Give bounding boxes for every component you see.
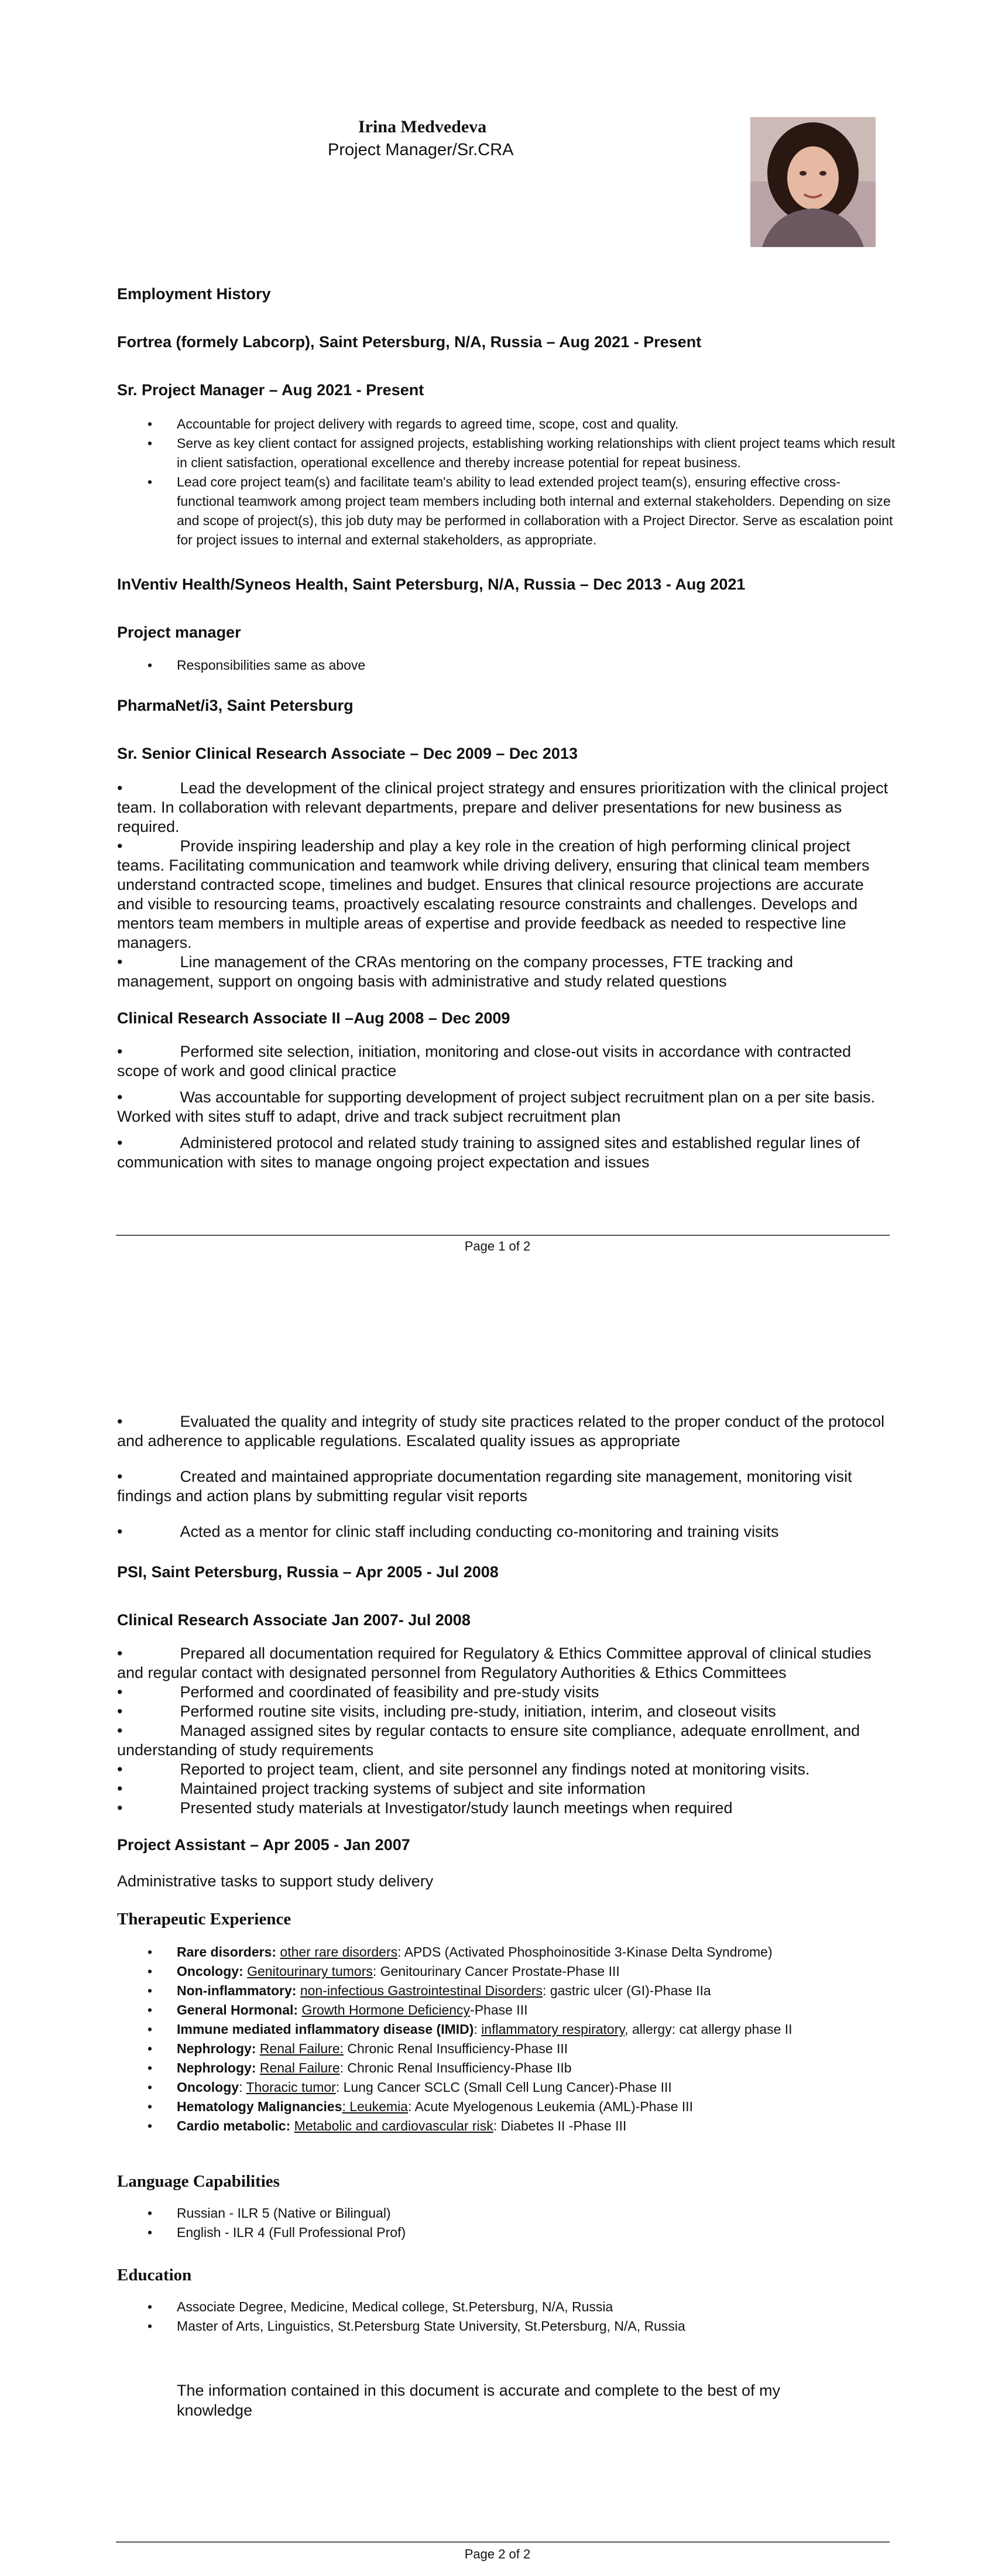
fortrea-duties-list xyxy=(117,415,896,550)
list-item: • Rare disorders: other rare disorders: APDS (Activated Phosphoinositide 3-Kinase Delta Syndrome) xyxy=(117,1943,896,1962)
role-psi-cra: Clinical Research Associate Jan 2007- Jul 2008 xyxy=(117,1611,471,1629)
list-item: • Non-inflammatory: non-infectious Gastrointestinal Disorders: gastric ulcer (GI)-Phase IIa xyxy=(117,1981,896,2000)
candidate-title: Project Manager/Sr.CRA xyxy=(328,141,514,159)
list-item: • Administered protocol and related study training to assigned sites and established regular lines of communication with sites to manage ongoing project expectation and issues xyxy=(117,1134,860,1171)
role-fortrea: Sr. Project Manager – Aug 2021 - Present xyxy=(117,381,424,399)
list-item: • Evaluated the quality and integrity of study site practices related to the proper conduct of the protocol and adherence to applicable regulations. Escalated quality issues as appropriate xyxy=(117,1413,885,1450)
list-item: • Immune mediated inflammatory disease (IMID): inflammatory respiratory, allergy: cat allergy phase II xyxy=(117,2020,896,2039)
role-cra-ii: Clinical Research Associate II –Aug 2008 – Dec 2009 xyxy=(117,1009,510,1027)
page-divider xyxy=(116,2541,890,2543)
therapeutic-heading: Therapeutic Experience xyxy=(117,1910,291,1928)
list-item: • General Hormonal: Growth Hormone Deficiency-Phase III xyxy=(117,2000,896,2020)
list-item: • Hematology Malignancies: Leukemia: Acute Myelogenous Leukemia (AML)-Phase III xyxy=(117,2097,896,2116)
list-item: • Provide inspiring leadership and play a key role in the creation of high performing clinical project teams. Facilitating communication and teamwork while driving delivery, ensuring that clinical team members understand contracted scope, timelines and budget. Ensures that clinical resource projections are accurate and visible to resourcing teams, proactively escalating resource constraints and challenges. Develops and mentors team members in multiple areas of expertise and provide feedback as needed to respective line managers. xyxy=(117,837,870,951)
company-fortrea: Fortrea (formely Labcorp), Saint Petersburg, N/A, Russia – Aug 2021 - Present xyxy=(117,333,702,351)
education-heading: Education xyxy=(117,2266,192,2284)
list-item: • Oncology: Thoracic tumor: Lung Cancer SCLC (Small Cell Lung Cancer)-Phase III xyxy=(117,2078,896,2097)
list-item: • Oncology: Genitourinary tumors: Genitourinary Cancer Prostate-Phase III xyxy=(117,1962,896,1981)
list-item: • English - ILR 4 (Full Professional Prof) xyxy=(117,2223,896,2242)
list-item: • Performed routine site visits, including pre-study, initiation, interim, and closeout visits xyxy=(117,1703,776,1720)
list-item: • Maintained project tracking systems of subject and site information xyxy=(117,1780,646,1797)
cra-ii-duties-continued xyxy=(117,1412,891,1542)
cra-ii-duties xyxy=(117,1042,891,1172)
candidate-name: Irina Medvedeva xyxy=(358,117,487,136)
therapeutic-list xyxy=(117,1943,896,2136)
company-psi: PSI, Saint Petersburg, Russia – Apr 2005 - Jul 2008 xyxy=(117,1563,499,1581)
list-item: • Reported to project team, client, and site personnel any findings noted at monitoring visits. xyxy=(117,1760,810,1778)
psi-assistant-text: Administrative tasks to support study delivery xyxy=(117,1872,434,1890)
list-item: • Acted as a mentor for clinic staff including conducting co-monitoring and training visits xyxy=(117,1523,779,1540)
role-inventiv: Project manager xyxy=(117,624,241,641)
role-sr-cra: Sr. Senior Clinical Research Associate – Dec 2009 – Dec 2013 xyxy=(117,745,578,762)
employment-heading: Employment History xyxy=(117,285,271,303)
list-item: • Lead core project team(s) and facilitate team's ability to lead extended project team(s), ensuring effective cross-functional teamwork among project team members including both internal and external stakeholders. Depending on size and scope of project(s), this job duty may be performed in collaboration with a Project Director. Serve as escalation point for project issues to internal and external stakeholders, as appropriate. xyxy=(117,472,896,550)
page-divider xyxy=(116,1235,890,1236)
portrait-icon xyxy=(750,117,876,247)
psi-cra-duties xyxy=(117,1644,891,1818)
list-item: • Associate Degree, Medicine, Medical college, St.Petersburg, N/A, Russia xyxy=(117,2297,896,2317)
list-item: • Performed site selection, initiation, monitoring and close-out visits in accordance with contracted scope of work and good clinical practice xyxy=(117,1043,852,1080)
sr-cra-duties xyxy=(117,779,891,991)
page-number: Page 2 of 2 xyxy=(464,2547,531,2561)
company-pharmanet: PharmaNet/i3, Saint Petersburg xyxy=(117,697,354,714)
list-item: • Created and maintained appropriate documentation regarding site management, monitoring visit findings and action plans by submitting regular visit reports xyxy=(117,1468,852,1505)
list-item: • Was accountable for supporting development of project subject recruitment plan on a per site basis. Worked with sites stuff to adapt, drive and track subject recruitment plan xyxy=(117,1088,876,1125)
inventiv-duties-list xyxy=(117,656,896,675)
list-item: • Russian - ILR 5 (Native or Bilingual) xyxy=(117,2204,896,2223)
list-item: • Prepared all documentation required for Regulatory & Ethics Committee approval of clinical studies and regular contact with designated personnel from Regulatory Authorities & Ethics Committees xyxy=(117,1645,872,1681)
list-item: • Presented study materials at Investigator/study launch meetings when required xyxy=(117,1799,733,1817)
list-item: • Performed and coordinated of feasibility and pre-study visits xyxy=(117,1683,599,1701)
list-item: • Cardio metabolic: Metabolic and cardiovascular risk: Diabetes II -Phase III xyxy=(117,2116,896,2136)
company-inventiv: InVentiv Health/Syneos Health, Saint Petersburg, N/A, Russia – Dec 2013 - Aug 2021 xyxy=(117,576,746,593)
languages-heading: Language Capabilities xyxy=(117,2172,280,2191)
list-item: • Nephrology: Renal Failure: Chronic Renal Insufficiency-Phase IIb xyxy=(117,2058,896,2078)
accuracy-statement: The information contained in this document is accurate and complete to the best of my knowledge xyxy=(177,2382,781,2419)
portrait-photo xyxy=(750,117,876,247)
list-item: • Line management of the CRAs mentoring on the company processes, FTE tracking and management, support on ongoing basis with administrative and study related questions xyxy=(117,953,793,990)
role-psi-assistant: Project Assistant – Apr 2005 - Jan 2007 xyxy=(117,1836,410,1854)
languages-list xyxy=(117,2204,896,2242)
list-item: • Managed assigned sites by regular contacts to ensure site compliance, adequate enrollment, and understanding of study requirements xyxy=(117,1722,860,1759)
page-number: Page 1 of 2 xyxy=(464,1239,531,1253)
education-list xyxy=(117,2297,896,2336)
list-item: • Serve as key client contact for assigned projects, establishing working relationships with client project teams which result in client satisfaction, operational excellence and thereby increase potential for repeat business. xyxy=(117,434,896,472)
list-item: • Responsibilities same as above xyxy=(117,656,896,675)
list-item: • Accountable for project delivery with regards to agreed time, scope, cost and quality. xyxy=(117,415,896,434)
list-item: • Nephrology: Renal Failure: Chronic Renal Insufficiency-Phase III xyxy=(117,2039,896,2058)
list-item: • Lead the development of the clinical project strategy and ensures prioritization with the clinical project team. In collaboration with relevant departments, prepare and deliver presentations for new business as required. xyxy=(117,779,888,835)
list-item: • Master of Arts, Linguistics, St.Petersburg State University, St.Petersburg, N/A, Russia xyxy=(117,2317,896,2336)
